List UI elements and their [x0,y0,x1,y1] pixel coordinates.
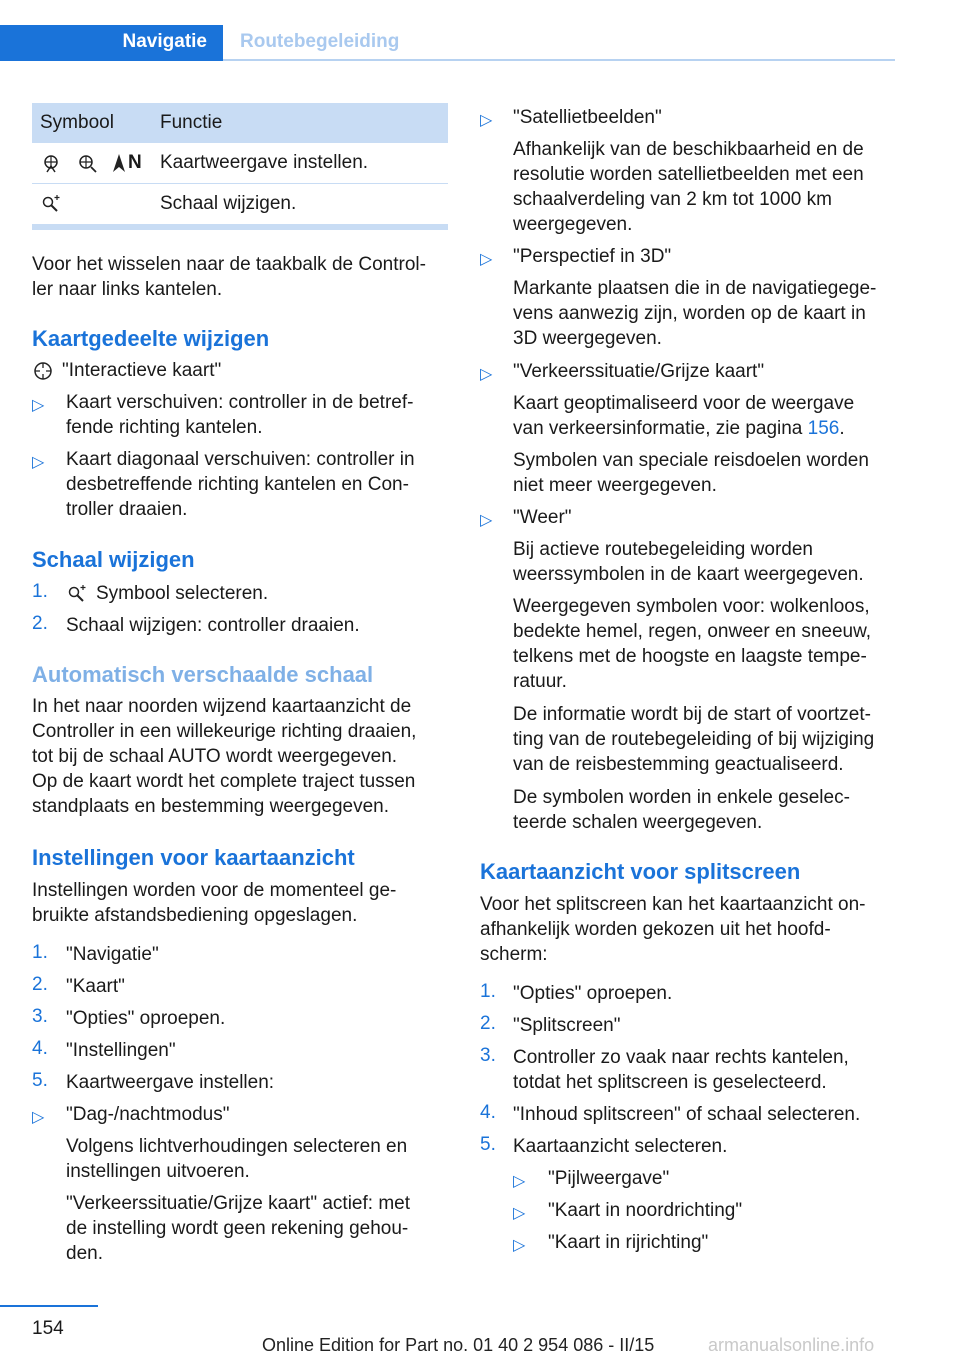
option-text: De symbolen worden in enkele geselec- teerde schalen weergegeven. [513,787,850,833]
table-footer-bar [32,225,448,230]
subsection-title-auto: Automatisch verschaalde schaal [32,662,374,687]
step-number: 3. [32,1006,48,1027]
option-text: Weergegeven symbolen voor: wolkenloos, bedekte hemel, regen, onweer en sneeuw, telkens met de hoogste en laagste tempe- ratuur. [513,596,872,692]
step-number: 2. [32,613,48,634]
step-number: 1. [480,981,496,1002]
step-number: 5. [32,1070,48,1091]
auto-text: In het naar noorden wijzend kaartaanzicht de Controller in een willekeurige richting draaien, tot bij de schaal AUTO wordt weergegeven. Op de kaart wordt het complete traject tussen standplaats en bestemming weergegeven. [32,696,417,817]
step-number: 5. [480,1134,496,1155]
option-text: Markante plaatsen die in de navigatiegege- vens aanwezig zijn, worden op de kaart in 3D weergegeven. [513,278,877,349]
section-title-kaartgedeelte: Kaartgedeelte wijzigen [32,326,270,351]
function-cell: Kaartweergave instellen. [160,152,369,173]
function-cell: Schaal wijzigen. [160,193,297,214]
symbol-cell [32,152,160,174]
step-number: 3. [480,1045,496,1066]
zoom-scale-icon [66,583,88,605]
option-text: Volgens lichtverhoudingen selecteren en instellingen uitvoeren. [66,1136,408,1182]
list-item: "Kaart" [66,976,125,997]
section-title-schaal: Schaal wijzigen [32,547,195,572]
option-title: "Dag-/nachtmodus" [66,1104,230,1125]
step-number: 4. [480,1102,496,1123]
option-title: "Satellietbeelden" [513,107,662,128]
section-title-splitscreen: Kaartaanzicht voor splitscreen [480,859,801,884]
bullet-marker: ▷ [480,512,493,529]
bullet-marker: ▷ [480,112,493,129]
step-number: 2. [480,1013,496,1034]
tab-routebegeleiding[interactable]: Routebegeleiding [240,31,400,52]
option-text: Symbolen van speciale reisdoelen worden niet meer weergegeven. [513,450,869,496]
col-function-header: Functie [160,112,223,133]
list-item: "Pijlweergave" [548,1168,670,1189]
footer-divider [0,1305,98,1307]
table-row [32,184,448,225]
option-text: "Verkeerssituatie/Grijze kaart" actief: met de instelling wordt geen rekening gehou- den. [66,1193,411,1264]
interactive-map-icon [32,360,54,382]
list-item: "Navigatie" [66,944,159,965]
list-item: "Instellingen" [66,1040,176,1061]
step-text: Symbool selecteren. [96,583,269,604]
option-text-part: Kaart geoptimaliseerd voor de weergave van verkeersinformatie, zie pagina [513,393,855,439]
symbol-cell [32,193,160,215]
option-text [513,391,913,441]
bullet-marker: ▷ [513,1173,526,1190]
section-title-instellingen: Instellingen voor kaartaanzicht [32,845,355,870]
page-number: 154 [32,1318,64,1339]
option-text-part: . [839,418,845,439]
step-number: 1. [32,942,48,963]
zoom-scale-icon [40,193,62,215]
list-item: Kaart diagonaal verschuiven: controller in desbetreffende richting kantelen en Con- troller draaien. [66,449,415,520]
menu-label: "Interactieve kaart" [62,360,222,381]
splitscreen-text: Voor het splitscreen kan het kaartaanzicht on- afhankelijk worden gekozen uit het hoofd- scherm: [480,894,866,965]
table-row [32,143,448,184]
option-text: De informatie wordt bij de start of voortzet- ting van de routebegeleiding of bij wijziging van de reisbestemming geactualiseerd. [513,704,875,775]
list-item: Schaal wijzigen: controller draaien. [66,615,360,636]
col-symbol-header: Symbool [40,112,114,133]
list-item: "Splitscreen" [513,1015,621,1036]
instellingen-text: Instellingen worden voor de momenteel ge- bruikte afstandsbediening opgeslagen. [32,880,397,926]
list-item: "Kaart in rijrichting" [548,1232,709,1253]
tab-navigatie[interactable]: Navigatie [0,25,223,61]
bullet-marker: ▷ [32,454,45,471]
bullet-marker: ▷ [32,397,45,414]
bullet-marker: ▷ [480,251,493,268]
list-item: Kaartweergave instellen: [66,1072,275,1093]
list-item: Controller zo vaak naar rechts kantelen, totdat het splitscreen is geselecteerd. [513,1047,849,1093]
list-item: "Opties" oproepen. [66,1008,226,1029]
option-title: "Weer" [513,507,572,528]
list-item: Kaart verschuiven: controller in de betref- fende richting kantelen. [66,392,414,438]
page-link[interactable]: 156 [807,418,840,439]
symbol-table [32,103,448,230]
header-divider [223,59,895,61]
step-number: 2. [32,974,48,995]
list-item: Kaartaanzicht selecteren. [513,1136,728,1157]
compass-icon [76,152,98,174]
north-arrow-icon [112,152,142,174]
bullet-marker: ▷ [513,1205,526,1222]
option-text: Afhankelijk van de beschikbaarheid en de resolutie worden satellietbeelden met een schaalverdeling van 2 km tot 1000 km weergegeven. [513,139,864,235]
bullet-marker: ▷ [32,1109,45,1126]
step-number: 1. [32,581,48,602]
menu-path [32,358,221,383]
compass-arrow-icon [40,152,62,174]
step-number: 4. [32,1038,48,1059]
north-label: N [128,152,142,173]
option-title: "Perspectief in 3D" [513,246,672,267]
list-item: "Kaart in noordrichting" [548,1200,743,1221]
watermark: armanualsonline.info [708,1335,875,1355]
edition-text: Online Edition for Part no. 01 40 2 954 086 - II/15 [262,1335,655,1355]
intro-text: Voor het wisselen naar de taakbalk de Control- ler naar links kantelen. [32,254,426,300]
list-item [66,581,268,606]
list-item: "Inhoud splitscreen" of schaal selecteren. [513,1104,861,1125]
bullet-marker: ▷ [480,366,493,383]
option-title: "Verkeerssituatie/Grijze kaart" [513,361,765,382]
list-item: "Opties" oproepen. [513,983,673,1004]
option-text: Bij actieve routebegeleiding worden weerssymbolen in de kaart weergegeven. [513,539,864,585]
table-header [32,103,448,143]
bullet-marker: ▷ [513,1237,526,1254]
